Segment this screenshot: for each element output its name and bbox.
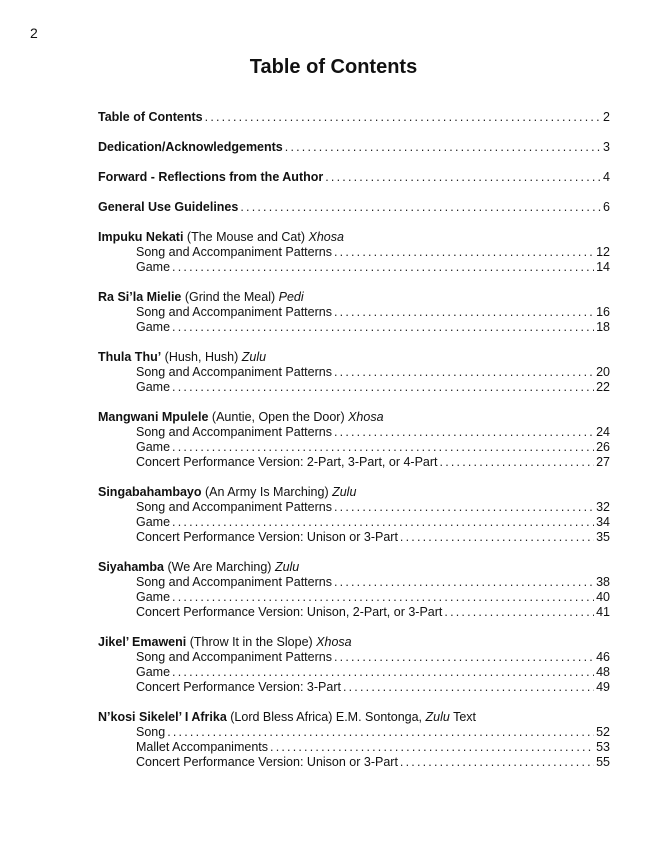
toc-entry [136,740,610,755]
entry-page-number: 2 [603,110,610,124]
dot-leader [172,440,594,455]
toc-entry [136,305,610,320]
entry-label: Game [136,320,171,334]
entry-label: Game [136,665,171,679]
entry-label: Mallet Accompaniments [136,740,269,754]
entry-page-number: 34 [596,515,610,529]
dot-leader [172,515,594,530]
entry-label: Concert Performance Version: Unison, 2-Part, or 3-Part [136,605,443,619]
dot-leader [172,260,594,275]
entry-label: Concert Performance Version: Unison or 3-Part [136,530,398,544]
song-section [98,350,610,395]
song-heading [98,635,610,650]
dot-leader [334,425,594,440]
entry-label: Concert Performance Version: 2-Part, 3-Part, or 4-Part [136,455,438,469]
entry-page-number: 4 [603,170,610,184]
entry-label: Song and Accompaniment Patterns [136,305,332,319]
entry-page-number: 52 [596,725,610,739]
toc-entry-front-matter [98,170,610,185]
song-heading [98,350,610,365]
entry-page-number: 38 [596,575,610,589]
song-title: Siyahamba [98,560,165,574]
entry-page-number: 27 [596,455,610,469]
toc-entry [136,260,610,275]
dot-leader [334,575,594,590]
toc-entry [136,605,610,620]
dot-leader [444,605,594,620]
song-heading [98,710,610,725]
song-credit: E.M. Sontonga, [335,710,426,724]
toc-entry [136,440,610,455]
toc-entry [136,380,610,395]
entry-label: Song and Accompaniment Patterns [136,500,332,514]
song-translation: (An Army Is Marching) [201,485,333,499]
song-language: Zulu [425,710,450,724]
song-section [98,710,610,770]
toc-entry-front-matter [98,140,610,155]
toc-entry [136,320,610,335]
entry-label: Song and Accompaniment Patterns [136,425,332,439]
entry-label: Song and Accompaniment Patterns [136,575,332,589]
page-number: 2 [30,25,38,41]
song-language: Xhosa [348,410,384,424]
toc-entry [136,725,610,740]
song-translation: (Auntie, Open the Door) [208,410,349,424]
dot-leader [172,665,594,680]
entry-page-number: 40 [596,590,610,604]
song-translation: (Lord Bless Africa) [226,710,336,724]
entry-label: Song and Accompaniment Patterns [136,245,332,259]
song-section [98,635,610,695]
entry-page-number: 55 [596,755,610,769]
toc-entry [136,455,610,470]
song-language: Zulu [241,350,267,364]
song-title: Singabahambayo [98,485,202,499]
song-language: Zulu [274,560,300,574]
entry-label: Game [136,515,171,529]
song-translation: (Throw It in the Slope) [186,635,317,649]
entry-page-number: 26 [596,440,610,454]
entry-label: Game [136,380,171,394]
toc-entry [136,650,610,665]
entry-page-number: 3 [603,140,610,154]
song-language: Xhosa [308,230,344,244]
front-matter-list [98,110,610,215]
toc-entry [136,365,610,380]
song-title: Impuku Nekati [98,230,184,244]
song-translation: (The Mouse and Cat) [183,230,309,244]
dot-leader [400,530,594,545]
toc-entry [136,680,610,695]
song-section [98,410,610,470]
entry-label: General Use Guidelines [98,200,239,214]
entry-label: Concert Performance Version: Unison or 3-Part [136,755,398,769]
entry-label: Forward - Reflections from the Author [98,170,324,184]
dot-leader [400,755,594,770]
song-heading [98,560,610,575]
song-section [98,290,610,335]
song-title: Thula Thu’ [98,350,162,364]
dot-leader [334,365,594,380]
song-translation: (We Are Marching) [164,560,275,574]
entry-label: Song and Accompaniment Patterns [136,365,332,379]
entry-page-number: 14 [596,260,610,274]
toc-entry-front-matter [98,110,610,125]
toc-entry [136,500,610,515]
toc-entry [136,515,610,530]
dot-leader [270,740,594,755]
toc-entry [136,755,610,770]
entry-page-number: 53 [596,740,610,754]
toc-entry [136,245,610,260]
song-heading [98,410,610,425]
dot-leader [172,380,594,395]
entry-page-number: 41 [596,605,610,619]
dot-leader [334,245,594,260]
song-language: Zulu [332,485,357,499]
entry-page-number: 35 [596,530,610,544]
song-title: Mangwani Mpulele [98,410,209,424]
dot-leader [172,320,594,335]
toc-entry [136,425,610,440]
entry-page-number: 12 [596,245,610,259]
entry-page-number: 6 [603,200,610,214]
entry-label: Dedication/Acknowledgements [98,140,283,154]
page-title: Table of Contents [249,56,418,78]
dot-leader [440,455,595,470]
song-language-suffix: Text [449,710,476,724]
entry-label: Game [136,440,171,454]
song-heading [98,485,610,500]
entry-page-number: 18 [596,320,610,334]
entry-page-number: 32 [596,500,610,514]
entry-label: Table of Contents [98,110,203,124]
entry-page-number: 48 [596,665,610,679]
dot-leader [172,590,594,605]
song-section [98,560,610,620]
song-heading [98,230,610,245]
dot-leader [334,650,594,665]
song-section [98,485,610,545]
dot-leader [325,170,601,185]
song-title: N’kosi Sikelel’ I Afrika [98,710,227,724]
entry-page-number: 49 [596,680,610,694]
song-title: Jikel’ Emaweni [98,635,187,649]
toc-entry [136,575,610,590]
toc-entry [136,665,610,680]
dot-leader [205,110,601,125]
toc-entry [136,590,610,605]
entry-label: Game [136,590,171,604]
song-sections [98,230,610,770]
entry-label: Song and Accompaniment Patterns [136,650,332,664]
table-of-contents [98,110,610,785]
dot-leader [334,500,594,515]
entry-label: Game [136,260,171,274]
toc-entry-front-matter [98,200,610,215]
entry-label: Song [136,725,166,739]
dot-leader [167,725,594,740]
dot-leader [334,305,594,320]
entry-label: Concert Performance Version: 3-Part [136,680,341,694]
song-translation: (Grind the Meal) [181,290,279,304]
toc-entry [136,530,610,545]
entry-page-number: 24 [596,425,610,439]
dot-leader [343,680,594,695]
song-title: Ra Si’la Mielie [98,290,182,304]
entry-page-number: 46 [596,650,610,664]
entry-page-number: 20 [596,365,610,379]
song-language: Xhosa [316,635,352,649]
entry-page-number: 16 [596,305,610,319]
song-section [98,230,610,275]
dot-leader [285,140,601,155]
dot-leader [240,200,601,215]
entry-page-number: 22 [596,380,610,394]
song-translation: (Hush, Hush) [161,350,242,364]
song-language: Pedi [278,290,304,304]
song-heading [98,290,610,305]
